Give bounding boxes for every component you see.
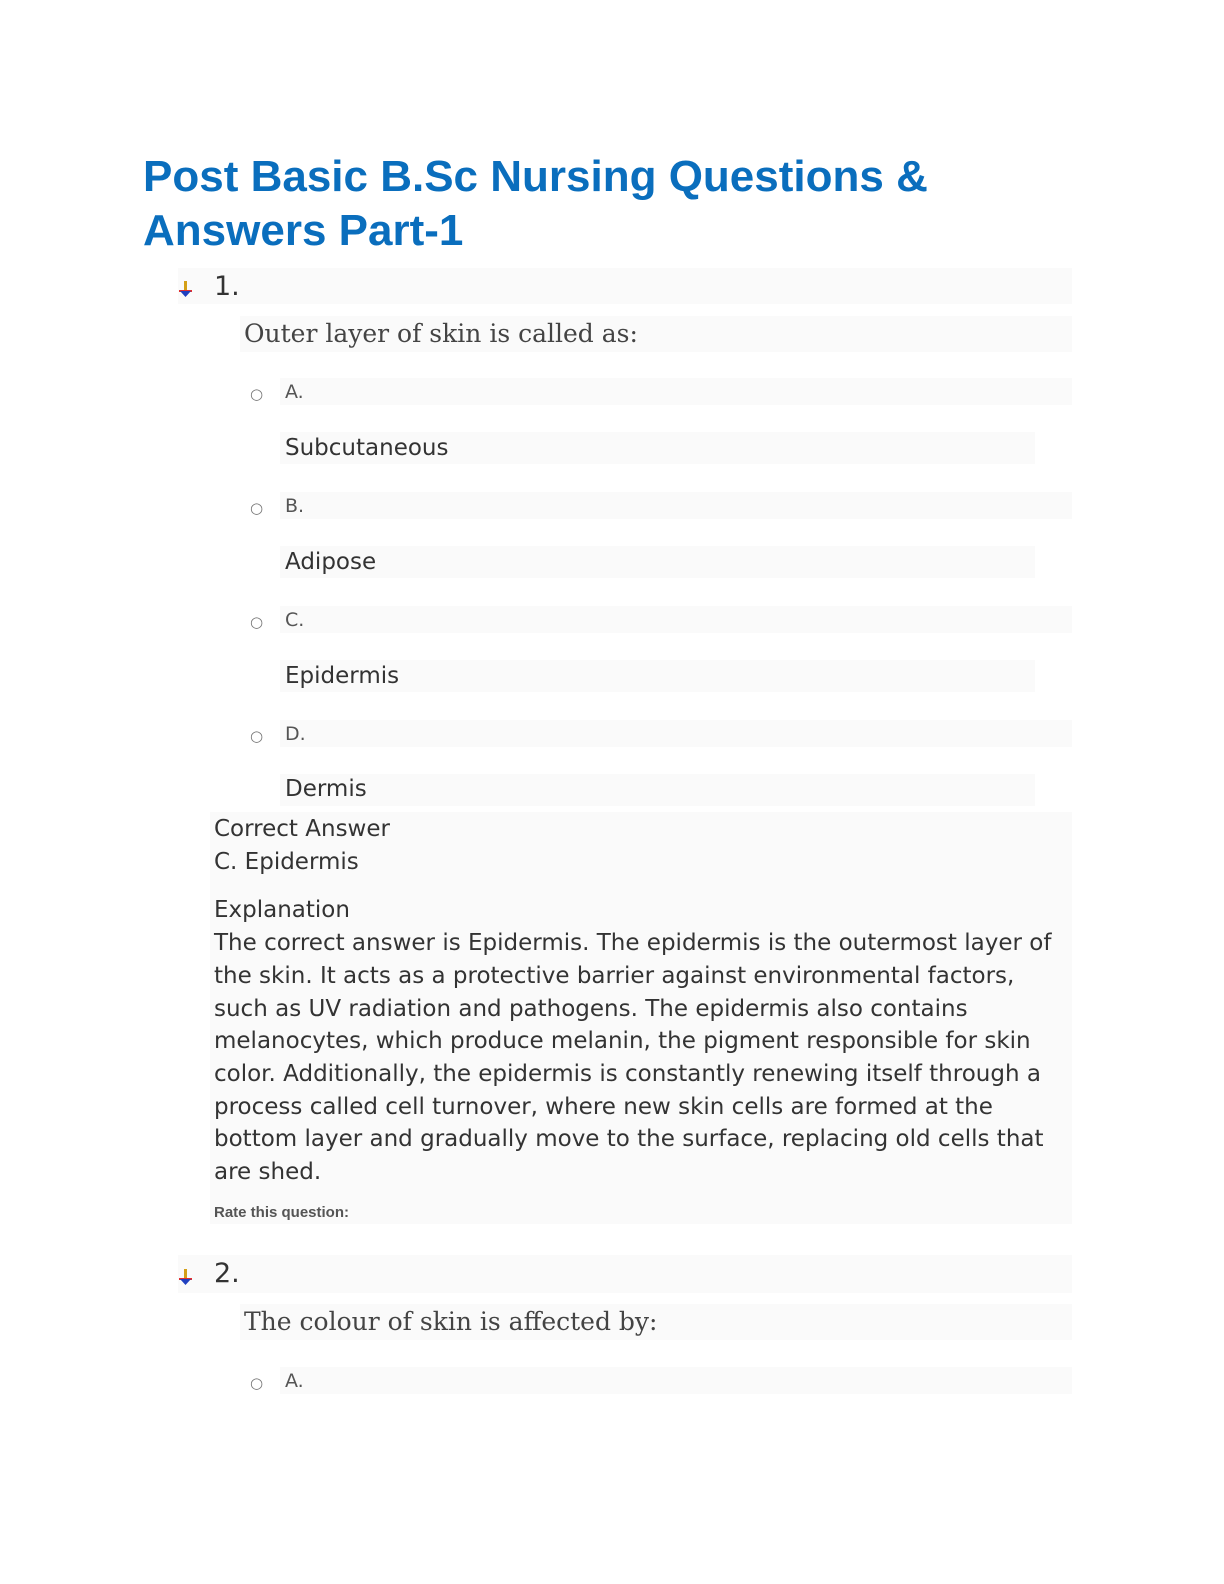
option-a-row xyxy=(280,378,1072,405)
option-d-letter: D. xyxy=(285,723,306,745)
hollow-circle-icon: ○ xyxy=(250,385,264,403)
hollow-circle-icon: ○ xyxy=(250,1374,264,1392)
question-number: 2. xyxy=(214,1258,240,1289)
answer-explanation-block xyxy=(214,813,1064,1189)
hollow-circle-icon: ○ xyxy=(250,727,264,745)
rate-question-label: Rate this question: xyxy=(214,1204,350,1221)
question-text: Outer layer of skin is called as: xyxy=(244,319,638,348)
option-a-letter: A. xyxy=(285,381,304,403)
question-1-header-row xyxy=(178,268,1072,304)
arrow-down-bullet-icon xyxy=(178,1268,194,1286)
option-c-letter: C. xyxy=(285,609,305,631)
option-a-letter: A. xyxy=(285,1370,304,1392)
question-text: The colour of skin is affected by: xyxy=(244,1307,658,1336)
hollow-circle-icon: ○ xyxy=(250,499,264,517)
option-d-row xyxy=(280,720,1072,747)
option-c-row xyxy=(280,606,1072,633)
correct-answer-value: C. Epidermis xyxy=(214,848,359,875)
option-b-text[interactable]: Adipose xyxy=(285,549,377,575)
option-c-text[interactable]: Epidermis xyxy=(285,663,400,689)
correct-answer-label: Correct Answer xyxy=(214,816,390,842)
hollow-circle-icon: ○ xyxy=(250,613,264,631)
page-title: Post Basic B.Sc Nursing Questions & Answers Part-1 xyxy=(143,152,928,255)
explanation-label: Explanation xyxy=(214,897,350,924)
option-b-row xyxy=(280,492,1072,519)
explanation-text: The correct answer is Epidermis. The epidermis is the outermost layer of the skin. It acts as a protective barrier against environmental factors, such as UV radiation and pathogens. The epidermis also contains melanocytes, which produce melanin, the pigment responsible for skin color. Additionally, the epidermis is constantly renewing itself through a process called cell turnover, where new skin cells are formed at the bottom layer and gradually move to the surface, replacing old cells that are shed. xyxy=(214,930,1052,1186)
option-a-text[interactable]: Subcutaneous xyxy=(285,435,449,461)
option-d-text[interactable]: Dermis xyxy=(285,776,367,802)
option-b-text-row[interactable] xyxy=(280,546,1035,578)
arrow-down-bullet-icon xyxy=(178,280,194,298)
option-d-text-row[interactable] xyxy=(280,774,1035,806)
question-2-header-row xyxy=(178,1255,1072,1293)
option-b-letter: B. xyxy=(285,495,305,517)
option-a-row xyxy=(280,1367,1072,1394)
question-number: 1. xyxy=(214,271,240,302)
